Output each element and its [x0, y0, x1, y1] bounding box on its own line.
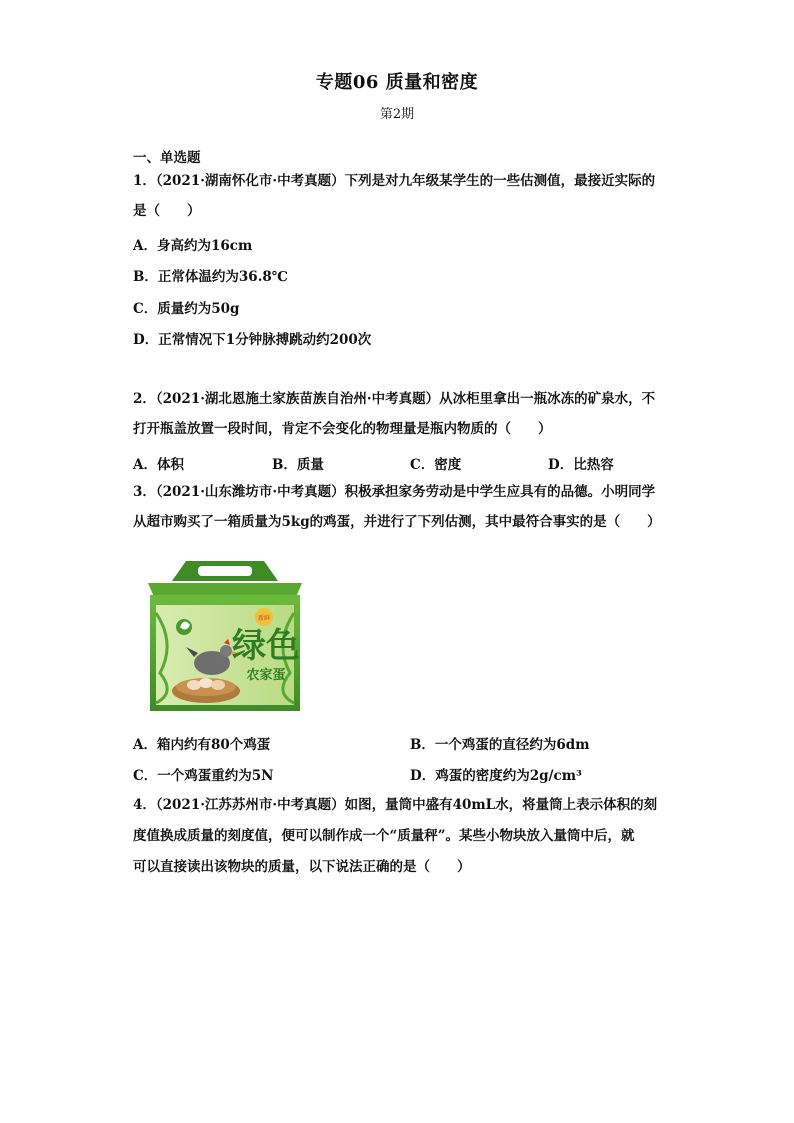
box-big-text: 绿色: [232, 626, 300, 666]
question-1-line-2: 是（ ）: [133, 203, 201, 219]
question-2-option-d: D．比热容: [548, 457, 614, 473]
question-3-option-a: A．箱内约有80个鸡蛋: [133, 737, 271, 753]
question-3-line-2: 从超市购买了一箱质量为5kg的鸡蛋，并进行了下列估测，其中最符合事实的是（ ）: [133, 514, 661, 530]
question-2-line-1: 2．（2021·湖北恩施土家族苗族自治州·中考真题）从冰柜里拿出一瓶冰冻的矿泉水，不: [133, 391, 656, 407]
badge-text: 新鲜: [257, 615, 271, 622]
box-sub-text: 农家蛋: [246, 668, 286, 683]
question-4-line-3: 可以直接读出该物块的质量，以下说法正确的是（ ）: [133, 859, 471, 875]
question-1-option-d: D．正常情况下1分钟脉搏跳动约200次: [133, 332, 372, 348]
page-subtitle: 第2期: [379, 107, 415, 122]
section-heading: 一、单选题: [133, 150, 201, 166]
question-2-option-c: C．密度: [410, 457, 462, 473]
question-2-option-b: B．质量: [272, 457, 324, 473]
question-1-line-1: 1．（2021·湖南怀化市·中考真题）下列是对九年级某学生的一些估测值，最接近实际的: [133, 173, 656, 189]
question-1-option-c: C．质量约为50g: [133, 301, 240, 317]
question-1-option-a: A．身高约为16cm: [133, 238, 253, 254]
question-3-line-1: 3．（2021·山东潍坊市·中考真题）积极承担家务劳动是中学生应具有的品德。小明同学: [133, 484, 656, 500]
question-1-option-b: B．正常体温约为36.8℃: [133, 269, 288, 285]
question-4-line-1: 4．（2021·江苏苏州市·中考真题）如图，量筒中盛有40mL水，将量筒上表示体积的刻: [133, 797, 658, 813]
question-3-option-d: D．鸡蛋的密度约为2g/cm³: [410, 768, 582, 784]
question-2-option-a: A．体积: [133, 457, 184, 473]
question-3-option-c: C．一个鸡蛋重约为5N: [133, 768, 274, 784]
question-4-line-2: 度值换成质量的刻度值，便可以制作成一个“质量秤”。某些小物块放入量筒中后，就: [133, 828, 635, 844]
egg-box-image: [146, 553, 304, 713]
question-2-line-2: 打开瓶盖放置一段时间，肯定不会变化的物理量是瓶内物质的（ ）: [133, 421, 552, 437]
page-title: 专题06 质量和密度: [315, 72, 479, 93]
question-3-option-b: B．一个鸡蛋的直径约为6dm: [410, 737, 590, 753]
